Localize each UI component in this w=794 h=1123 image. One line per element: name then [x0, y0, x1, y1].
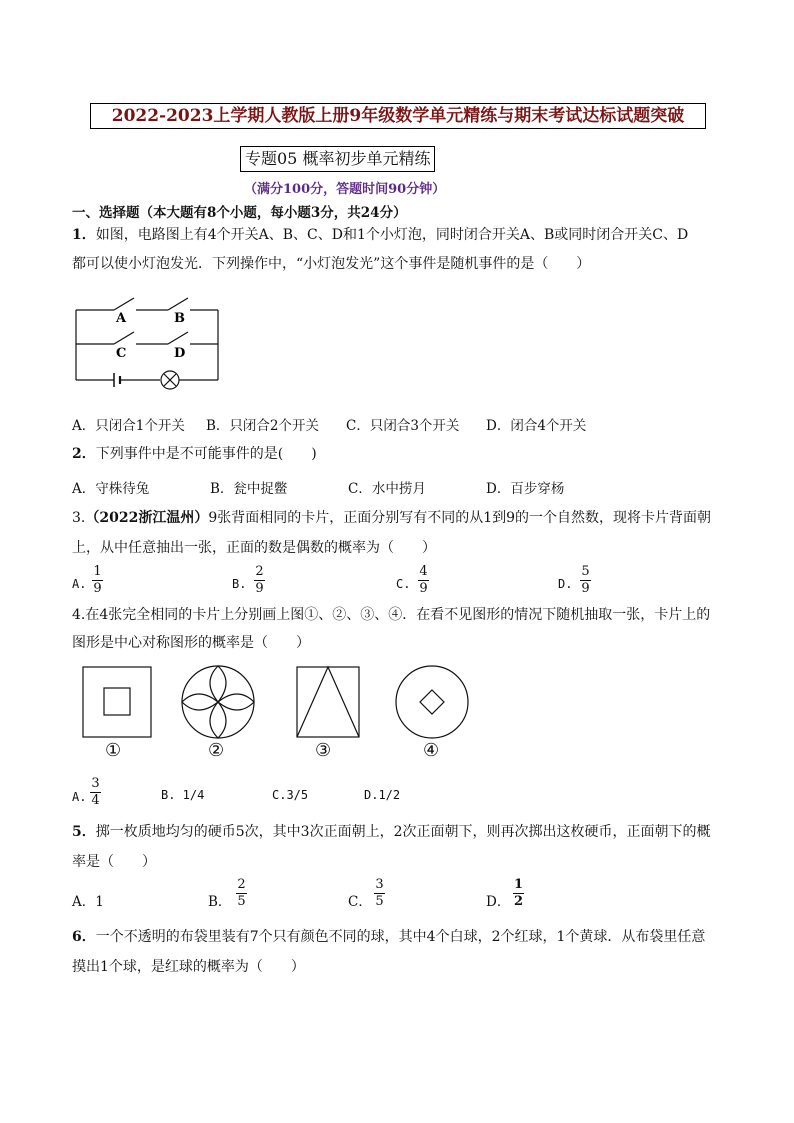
figure-label-1: ① — [105, 740, 122, 761]
q3-option-a-fraction: 1 9 — [93, 564, 102, 596]
question-text: 如图，电路图上有4个开关A、B、C、D和1个小灯泡，同时闭合开关A、B或同时闭合开关C、D — [95, 227, 689, 243]
question-number: 3. — [72, 510, 86, 526]
question-3-line-1 — [72, 508, 711, 528]
topic-title: 专题05 概率初步单元精练 — [240, 146, 435, 172]
q1-option-d: D．闭合4个开关 — [486, 418, 587, 434]
switch-label-a: A — [116, 311, 127, 326]
question-3-line-2: 上，从中任意抽出一张，正面的数是偶数的概率为（ ） — [72, 540, 436, 556]
figure-1-outer-square — [83, 667, 151, 737]
question-1-line-2: 都可以使小灯泡发光．下列操作中，“小灯泡发光”这个事件是随机事件的是（ ） — [72, 256, 591, 272]
q3-option-b-letter: B. — [232, 577, 247, 591]
figure-3-square — [297, 667, 359, 737]
figure-2-flower-circle — [182, 666, 254, 738]
exam-note: （满分100分，答题时间90分钟） — [244, 182, 446, 197]
q5-option-a: A．1 — [72, 894, 104, 910]
question-number: 1． — [72, 227, 96, 243]
figure-1-inner-square — [104, 688, 130, 715]
question-5-line-2: 率是（ ） — [72, 854, 156, 870]
q4-option-a-fraction: 3 4 — [91, 776, 100, 808]
question-text: 掷一枚质地均匀的硬币5次，其中3次正面朝上，2次正面朝下，则再次掷出这枚硬币，正面朝下的概 — [95, 824, 711, 840]
q5-option-c-letter: C． — [348, 894, 372, 910]
q4-option-c: C.3/5 — [272, 788, 309, 802]
document-title: 2022-2023上学期人教版上册9年级数学单元精练与期末考试达标试题突破 — [90, 103, 706, 129]
switch-label-c: C — [116, 346, 127, 361]
q3-option-a-letter: A. — [72, 577, 87, 591]
q3-option-c-fraction: 4 9 — [419, 564, 428, 596]
figure-3-triangle — [297, 667, 359, 737]
switch-label-d: D — [174, 346, 186, 361]
q2-option-a: A．守株待兔 — [72, 481, 150, 497]
circuit-diagram — [70, 294, 230, 390]
figure-label-2: ② — [208, 740, 225, 761]
figure-label-3: ③ — [315, 740, 332, 761]
q3-option-b-fraction: 2 9 — [255, 564, 264, 596]
q1-option-b: B．只闭合2个开关 — [206, 418, 320, 434]
question-5-line-1 — [72, 822, 710, 842]
figure-4-circle — [396, 666, 468, 738]
q4-option-d: D.1/2 — [364, 788, 401, 802]
q3-option-d-letter: D. — [558, 577, 573, 591]
q4-option-b: B. 1/4 — [161, 788, 205, 802]
question-number: 2． — [72, 446, 96, 462]
q5-option-b-letter: B． — [208, 894, 232, 910]
figure-label-4: ④ — [423, 740, 440, 761]
q3-option-d-fraction: 5 9 — [581, 564, 590, 596]
q3-option-c-letter: C. — [396, 577, 411, 591]
q5-option-b-fraction: 2 5 — [237, 877, 246, 909]
section-heading: 一、选择题（本大题有8个小题，每小题3分，共24分） — [72, 205, 407, 221]
q4-option-a-letter: A. — [72, 790, 87, 804]
question-4-line-2: 图形是中心对称图形的概率是（ ） — [72, 635, 310, 651]
q2-option-c: C．水中捞月 — [348, 481, 426, 497]
question-6-line-1 — [72, 927, 705, 947]
question-1-line-1 — [72, 225, 688, 245]
q2-option-d: D．百步穿杨 — [486, 481, 565, 497]
question-6-line-2: 摸出1个球，是红球的概率为（ ） — [72, 959, 305, 975]
q4-figures — [82, 664, 472, 740]
question-2 — [72, 444, 317, 464]
question-number: 6． — [72, 929, 96, 945]
figure-4-diamond — [420, 690, 444, 714]
switch-label-b: B — [174, 311, 185, 326]
question-4-line-1: 4.在4张完全相同的卡片上分别画上图①、②、③、④．在看不见图形的情况下随机抽取一张，卡片上的 — [72, 607, 711, 623]
q1-option-c: C．只闭合3个开关 — [346, 418, 460, 434]
q5-option-c-fraction: 3 5 — [375, 877, 384, 909]
q1-option-a: A．只闭合1个开关 — [72, 418, 185, 434]
q2-option-b: B．瓮中捉鳖 — [210, 481, 288, 497]
question-text: 下列事件中是不可能事件的是( ) — [95, 446, 317, 462]
question-source: （2022浙江温州） — [85, 510, 209, 526]
question-text: 一个不透明的布袋里装有7个只有颜色不同的球，其中4个白球，2个红球，1个黄球．从布袋里任意 — [95, 929, 706, 945]
question-text: 9张背面相同的卡片，正面分别写有不同的从1到9的一个自然数，现将卡片背面朝 — [208, 510, 712, 526]
q5-option-d-letter: D． — [486, 894, 511, 910]
q5-option-d-fraction: 1 2 — [513, 877, 524, 909]
question-number: 5． — [72, 824, 96, 840]
